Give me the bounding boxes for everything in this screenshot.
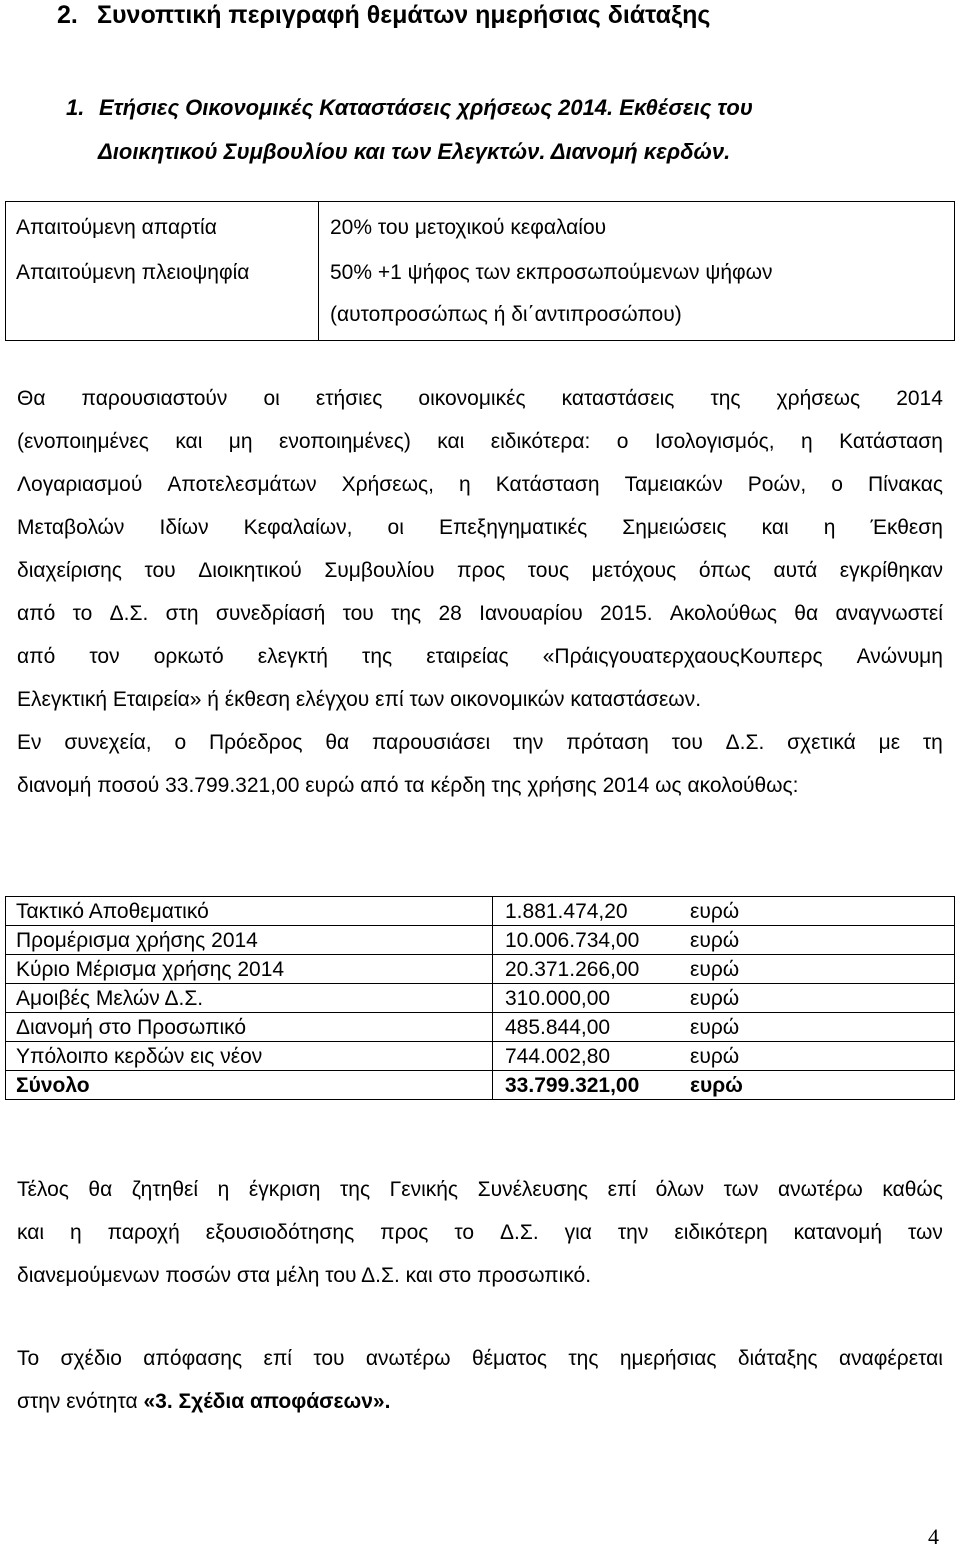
- quorum-value: 20% του μετοχικού κεφαλαίου: [330, 216, 607, 239]
- agenda-item-title-line2: Διοικητικού Συμβουλίου και των Ελεγκτών. Διανομή κερδών.: [98, 139, 731, 164]
- requirements-values-cell: [319, 202, 955, 341]
- distribution-label: Τακτικό Αποθεματικό: [6, 897, 493, 926]
- distribution-amount-cell: [493, 955, 955, 984]
- majority-label: Απαιτούμενη πλειοψηφία: [16, 261, 250, 284]
- distribution-label: Κύριο Μέρισμα χρήσης 2014: [6, 955, 493, 984]
- paragraph-line: διαχείρισης του Διοικητικού Συμβουλίου προς τους μετόχους όπως αυτά εγκρίθηκαν: [17, 559, 943, 582]
- requirements-table: [5, 201, 955, 341]
- currency-label: ευρώ: [690, 1045, 740, 1068]
- currency-label: ευρώ: [690, 958, 740, 981]
- paragraph-line: Ελεγκτική Εταιρεία» ή έκθεση ελέγχου επί των οικονομικών καταστάσεων.: [17, 688, 702, 711]
- page-number: 4: [928, 1524, 939, 1549]
- profit-distribution-table: [5, 896, 955, 1100]
- currency-label: ευρώ: [690, 1016, 740, 1039]
- paragraph-line: διανεμούμενων ποσών στα μέλη του Δ.Σ. και στο προσωπικό.: [17, 1264, 592, 1287]
- paragraph-line: [17, 1389, 390, 1415]
- distribution-amount: 10.006.734,00: [505, 929, 640, 952]
- paragraph-line: Λογαριασμού Αποτελεσμάτων Χρήσεως, η Κατάσταση Ταμειακών Ροών, ο Πίνακας: [17, 473, 943, 496]
- currency-label: ευρώ: [690, 987, 740, 1010]
- distribution-label: Υπόλοιπο κερδών εις νέον: [6, 1042, 493, 1071]
- paragraph-line: και η παροχή εξουσιοδότησης προς το Δ.Σ. για την ειδικότερη κατανομή των: [17, 1221, 943, 1244]
- table-row: [6, 897, 955, 926]
- distribution-amount: 744.002,80: [505, 1045, 611, 1068]
- distribution-amount-cell: [493, 926, 955, 955]
- currency-label: ευρώ: [690, 1074, 743, 1097]
- distribution-amount-cell: [493, 897, 955, 926]
- section-number: 2.: [57, 1, 78, 29]
- total-label: Σύνολο: [6, 1071, 493, 1100]
- distribution-amount: 1.881.474,20: [505, 900, 628, 923]
- paragraph-line: (ενοποιημένες και μη ενοποιημένες) και ειδικότερα: ο Ισολογισμός, η Κατάσταση: [17, 430, 943, 453]
- paragraph-line: από το Δ.Σ. στη συνεδρίασή του της 28 Ιανουαρίου 2015. Ακολούθως θα αναγνωστεί: [17, 602, 943, 625]
- total-amount: 33.799.321,00: [505, 1074, 640, 1097]
- table-row: [6, 955, 955, 984]
- paragraph-line: Θα παρουσιαστούν οι ετήσιες οικονομικές καταστάσεις της χρήσεως 2014: [17, 387, 943, 410]
- distribution-amount-cell: [493, 984, 955, 1013]
- distribution-amount-cell: [493, 1042, 955, 1071]
- draft-decision-prefix: στην ενότητα: [17, 1390, 144, 1413]
- distribution-label: Διανομή στο Προσωπικό: [6, 1013, 493, 1042]
- table-row: [6, 1013, 955, 1042]
- paragraph-line: Εν συνεχεία, ο Πρόεδρος θα παρουσιάσει την πρόταση του Δ.Σ. σχετικά με τη: [17, 731, 943, 754]
- majority-value-line1: 50% +1 ψήφος των εκπροσωπούμενων ψήφων: [330, 261, 773, 284]
- paragraph-line: διανομή ποσού 33.799.321,00 ευρώ από τα κέρδη της χρήσης 2014 ως ακολούθως:: [17, 774, 799, 797]
- distribution-amount-cell: [493, 1013, 955, 1042]
- paragraph-line: Τέλος θα ζητηθεί η έγκριση της Γενικής Συνέλευσης επί όλων των ανωτέρω καθώς: [17, 1178, 943, 1201]
- majority-value-line2: (αυτοπροσώπως ή δι΄αντιπροσώπου): [330, 303, 682, 326]
- table-row: [6, 926, 955, 955]
- currency-label: ευρώ: [690, 929, 740, 952]
- agenda-item-number: 1.: [66, 95, 85, 120]
- table-row: [6, 1042, 955, 1071]
- paragraph-line: από τον ορκωτό ελεγκτή της εταιρείας «ΠράιςγουατερχαουςΚουπερς Ανώνυμη: [17, 645, 943, 668]
- section-title: Συνοπτική περιγραφή θεμάτων ημερήσιας διάταξης: [97, 1, 711, 29]
- table-row: [6, 984, 955, 1013]
- agenda-item-title-line1: Ετήσιες Οικονομικές Καταστάσεις χρήσεως 2014. Εκθέσεις του: [99, 95, 753, 120]
- distribution-amount-cell: [493, 1071, 955, 1100]
- paragraph-line: Το σχέδιο απόφασης επί του ανωτέρω θέματος της ημερήσιας διάταξης αναφέρεται: [17, 1347, 943, 1370]
- distribution-amount: 20.371.266,00: [505, 958, 640, 981]
- draft-decision-reference: «3. Σχέδια αποφάσεων».: [143, 1390, 391, 1413]
- distribution-amount: 310.000,00: [505, 987, 611, 1010]
- paragraph-line: Μεταβολών Ιδίων Κεφαλαίων, οι Επεξηγηματικές Σημειώσεις και η Έκθεση: [17, 516, 943, 539]
- currency-label: ευρώ: [690, 900, 740, 923]
- distribution-total-row: [6, 1071, 955, 1100]
- distribution-label: Αμοιβές Μελών Δ.Σ.: [6, 984, 493, 1013]
- requirements-labels-cell: [6, 202, 319, 341]
- distribution-amount: 485.844,00: [505, 1016, 611, 1039]
- distribution-label: Προμέρισμα χρήσης 2014: [6, 926, 493, 955]
- quorum-label: Απαιτούμενη απαρτία: [16, 216, 217, 239]
